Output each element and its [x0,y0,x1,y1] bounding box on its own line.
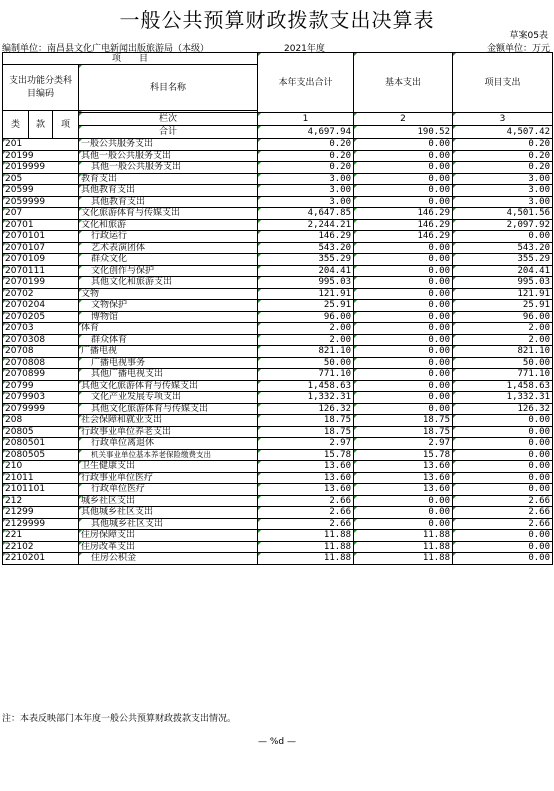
row-project: 2.66 [453,495,553,507]
row-code: 20701 [3,219,79,231]
table-row [3,530,553,542]
row-basic: 0.00 [354,288,453,300]
table-row [3,219,553,231]
row-subject-name: 住房公积金 [79,553,258,565]
row-code: 2070101 [3,231,79,243]
header-classification: 支出功能分类科目编码 [3,65,79,111]
header-kuan: 款 [29,111,53,139]
row-basic: 11.88 [354,530,453,542]
row-basic: 13.60 [354,461,453,473]
row-total: 2.66 [258,507,354,519]
table-row [3,369,553,381]
table-row [3,495,553,507]
table-row [3,334,553,346]
row-total: 2.66 [258,518,354,530]
table-row [3,185,553,197]
row-code: 201 [3,139,79,151]
table-row [3,162,553,174]
row-subject-name: 住房改革支出 [79,541,258,553]
row-basic: 0.00 [354,265,453,277]
row-total: 4,647.85 [258,208,354,220]
row-code: 22102 [3,541,79,553]
row-code: 208 [3,415,79,427]
table-row [3,484,553,496]
row-project: 2.66 [453,518,553,530]
table-row [3,265,553,277]
table-row [3,311,553,323]
footnote: 注：本表反映部门本年度一般公共预算财政拨款支出情况。 [2,714,237,724]
row-total: 15.78 [258,449,354,461]
row-subject-name: 其他一般公共服务支出 [79,162,258,174]
row-project: 995.03 [453,277,553,289]
column-order-label: 栏次 [79,113,258,126]
row-subject-name: 其他文化旅游体育与传媒支出 [79,403,258,415]
header-col-project: 项目支出 [453,53,553,113]
row-code: 20199 [3,150,79,162]
row-subject-name: 文化创作与保护 [79,265,258,277]
row-subject-name: 一般公共服务支出 [79,139,258,151]
table-row [3,507,553,519]
header-col-total: 本年支出合计 [258,53,354,113]
row-subject-name: 卫生健康支出 [79,461,258,473]
row-project: 821.10 [453,346,553,358]
row-total: 1,332.31 [258,392,354,404]
row-basic: 0.00 [354,334,453,346]
row-project: 2.00 [453,334,553,346]
row-code: 20703 [3,323,79,335]
row-total: 11.88 [258,553,354,565]
row-basic: 0.00 [354,392,453,404]
table-row [3,392,553,404]
column-order-2: 2 [354,113,453,126]
row-project: 0.20 [453,150,553,162]
row-subject-name: 文化和旅游 [79,219,258,231]
row-basic: 0.00 [354,242,453,254]
row-basic: 0.00 [354,518,453,530]
header-item: 项 目 [3,53,258,65]
row-total: 1,458.63 [258,380,354,392]
table-row [3,518,553,530]
row-project: 0.00 [453,426,553,438]
row-project: 25.91 [453,300,553,312]
row-total: 3.00 [258,196,354,208]
row-subject-name: 其他文化旅游体育与传媒支出 [79,380,258,392]
row-basic: 0.00 [354,323,453,335]
row-total: 2,244.21 [258,219,354,231]
expenditure-table [2,52,553,565]
table-row [3,196,553,208]
row-code: 2210201 [3,553,79,565]
row-total: 0.20 [258,162,354,174]
row-basic: 146.29 [354,219,453,231]
table-row [3,438,553,450]
row-total: 0.20 [258,139,354,151]
row-total: 50.00 [258,357,354,369]
row-basic: 15.78 [354,449,453,461]
row-project: 0.00 [453,541,553,553]
table-row [3,357,553,369]
row-code: 2080505 [3,449,79,461]
table-row [3,426,553,438]
row-project: 0.20 [453,139,553,151]
column-order-row [3,113,553,126]
table-row [3,415,553,427]
row-subject-name: 机关事业单位基本养老保险缴费支出 [79,449,258,461]
row-subject-name: 行政运行 [79,231,258,243]
row-basic: 0.00 [354,380,453,392]
header-subject-name: 科目名称 [79,65,258,111]
row-project: 0.00 [453,461,553,473]
row-basic: 0.00 [354,369,453,381]
row-total: 2.00 [258,323,354,335]
row-code: 2070899 [3,369,79,381]
row-total: 3.00 [258,185,354,197]
row-code: 20599 [3,185,79,197]
row-subject-name: 广播电视事务 [79,357,258,369]
row-basic: 146.29 [354,231,453,243]
row-basic: 0.00 [354,507,453,519]
row-project: 543.20 [453,242,553,254]
row-subject-name: 群众文化 [79,254,258,266]
row-project: 3.00 [453,196,553,208]
row-code: 2070111 [3,265,79,277]
row-basic: 0.00 [354,173,453,185]
table-row [3,541,553,553]
row-code: 2101101 [3,484,79,496]
row-code: 2070109 [3,254,79,266]
column-order-3: 3 [453,113,553,126]
row-basic: 0.00 [354,495,453,507]
row-subject-name: 城乡社区支出 [79,495,258,507]
row-basic: 18.75 [354,415,453,427]
row-subject-name: 其他文化和旅游支出 [79,277,258,289]
row-total: 126.32 [258,403,354,415]
table-row [3,300,553,312]
row-subject-name: 艺术表演团体 [79,242,258,254]
row-subject-name: 博物馆 [79,311,258,323]
table-row [3,553,553,565]
row-project: 0.00 [453,472,553,484]
row-total: 13.60 [258,484,354,496]
table-row [3,277,553,289]
row-basic: 0.00 [354,196,453,208]
row-basic: 13.60 [354,472,453,484]
row-total: 3.00 [258,173,354,185]
row-total: 771.10 [258,369,354,381]
row-project: 0.00 [453,231,553,243]
row-code: 2080501 [3,438,79,450]
table-row [3,173,553,185]
row-total: 204.41 [258,265,354,277]
row-total: 355.29 [258,254,354,266]
row-subject-name: 行政单位离退休 [79,438,258,450]
row-project: 3.00 [453,173,553,185]
row-basic: 0.00 [354,185,453,197]
row-subject-name: 体育 [79,323,258,335]
table-row [3,380,553,392]
row-total: 18.75 [258,415,354,427]
page-number: — %d — [258,737,296,747]
row-basic: 0.00 [354,150,453,162]
row-code: 2070205 [3,311,79,323]
row-code: 20805 [3,426,79,438]
row-basic: 11.88 [354,541,453,553]
row-code: 2070199 [3,277,79,289]
header-col-basic: 基本支出 [354,53,453,113]
row-subject-name: 文物保护 [79,300,258,312]
row-code: 2070808 [3,357,79,369]
row-basic: 11.88 [354,553,453,565]
row-code: 205 [3,173,79,185]
row-subject-name: 社会保障和就业支出 [79,415,258,427]
table-row [3,208,553,220]
row-total: 121.91 [258,288,354,300]
row-code: 2070107 [3,242,79,254]
page-title: 一般公共预算财政拨款支出决算表 [119,8,435,32]
row-subject-name: 行政单位医疗 [79,484,258,496]
row-basic: 0.00 [354,346,453,358]
total-label: 合计 [79,126,258,139]
row-project: 355.29 [453,254,553,266]
row-project: 1,458.63 [453,380,553,392]
row-project: 0.00 [453,415,553,427]
row-subject-name: 其他城乡社区支出 [79,518,258,530]
row-project: 0.20 [453,162,553,174]
row-project: 4,501.56 [453,208,553,220]
row-project: 0.00 [453,484,553,496]
row-total: 11.88 [258,541,354,553]
row-subject-name: 行政事业单位医疗 [79,472,258,484]
row-total: 18.75 [258,426,354,438]
row-total: 821.10 [258,346,354,358]
column-order-1: 1 [258,113,354,126]
header-xiang: 项 [53,111,79,139]
row-total: 13.60 [258,472,354,484]
row-code: 20708 [3,346,79,358]
row-code: 20799 [3,380,79,392]
row-code: 2079903 [3,392,79,404]
row-code: 221 [3,530,79,542]
row-basic: 18.75 [354,426,453,438]
row-code: 20702 [3,288,79,300]
row-total: 2.66 [258,495,354,507]
total-value-3: 4,507.42 [453,126,553,139]
table-row [3,323,553,335]
table-row [3,150,553,162]
table-row [3,288,553,300]
row-basic: 0.00 [354,403,453,415]
row-code: 212 [3,495,79,507]
total-row [3,126,553,139]
row-project: 0.00 [453,553,553,565]
row-subject-name: 其他教育支出 [79,196,258,208]
row-project: 2,097.92 [453,219,553,231]
table-row [3,449,553,461]
row-basic: 0.00 [354,139,453,151]
fiscal-year: 2021年度 [284,44,325,54]
row-total: 25.91 [258,300,354,312]
table-row [3,254,553,266]
row-project: 2.00 [453,323,553,335]
row-project: 96.00 [453,311,553,323]
table-row [3,242,553,254]
row-subject-name: 住房保障支出 [79,530,258,542]
table-row [3,403,553,415]
row-subject-name: 广播电视 [79,346,258,358]
row-code: 2070204 [3,300,79,312]
row-subject-name: 其他教育支出 [79,185,258,197]
row-total: 2.00 [258,334,354,346]
table-row [3,472,553,484]
row-code: 21011 [3,472,79,484]
row-code: 207 [3,208,79,220]
row-total: 13.60 [258,461,354,473]
header-lei: 类 [3,111,29,139]
row-total: 2.97 [258,438,354,450]
row-basic: 0.00 [354,277,453,289]
total-value-2: 190.52 [354,126,453,139]
row-code: 2129999 [3,518,79,530]
compiling-unit: 编制单位：南昌县文化广电新闻出版旅游局（本级） [2,44,210,54]
row-code: 2079999 [3,403,79,415]
row-subject-name: 文化产业发展专项支出 [79,392,258,404]
table-row [3,231,553,243]
row-basic: 0.00 [354,300,453,312]
row-total: 96.00 [258,311,354,323]
row-project: 0.00 [453,438,553,450]
row-basic: 13.60 [354,484,453,496]
row-project: 771.10 [453,369,553,381]
row-project: 204.41 [453,265,553,277]
row-subject-name: 文化旅游体育与传媒支出 [79,208,258,220]
form-code: 草案05表 [509,31,548,41]
row-subject-name: 其他城乡社区支出 [79,507,258,519]
row-basic: 0.00 [354,357,453,369]
row-subject-name: 行政事业单位养老支出 [79,426,258,438]
row-total: 11.88 [258,530,354,542]
row-basic: 0.00 [354,162,453,174]
row-total: 146.29 [258,231,354,243]
row-code: 21299 [3,507,79,519]
row-total: 543.20 [258,242,354,254]
row-subject-name: 教育支出 [79,173,258,185]
table-row [3,139,553,151]
total-value-1: 4,697.94 [258,126,354,139]
row-code: 210 [3,461,79,473]
row-subject-name: 其他广播电视支出 [79,369,258,381]
row-project: 126.32 [453,403,553,415]
row-total: 0.20 [258,150,354,162]
row-subject-name: 群众体育 [79,334,258,346]
row-project: 3.00 [453,185,553,197]
row-project: 50.00 [453,357,553,369]
row-project: 2.66 [453,507,553,519]
amount-unit: 金额单位：万元 [486,44,550,54]
row-project: 0.00 [453,449,553,461]
row-subject-name: 文物 [79,288,258,300]
row-code: 2019999 [3,162,79,174]
row-basic: 0.00 [354,254,453,266]
row-total: 995.03 [258,277,354,289]
row-code: 2070308 [3,334,79,346]
table-row [3,346,553,358]
row-code: 2059999 [3,196,79,208]
row-basic: 0.00 [354,311,453,323]
row-subject-name: 其他一般公共服务支出 [79,150,258,162]
header-row-1 [3,53,553,65]
row-project: 121.91 [453,288,553,300]
row-basic: 2.97 [354,438,453,450]
row-project: 0.00 [453,530,553,542]
row-basic: 146.29 [354,208,453,220]
row-project: 1,332.31 [453,392,553,404]
table-row [3,461,553,473]
